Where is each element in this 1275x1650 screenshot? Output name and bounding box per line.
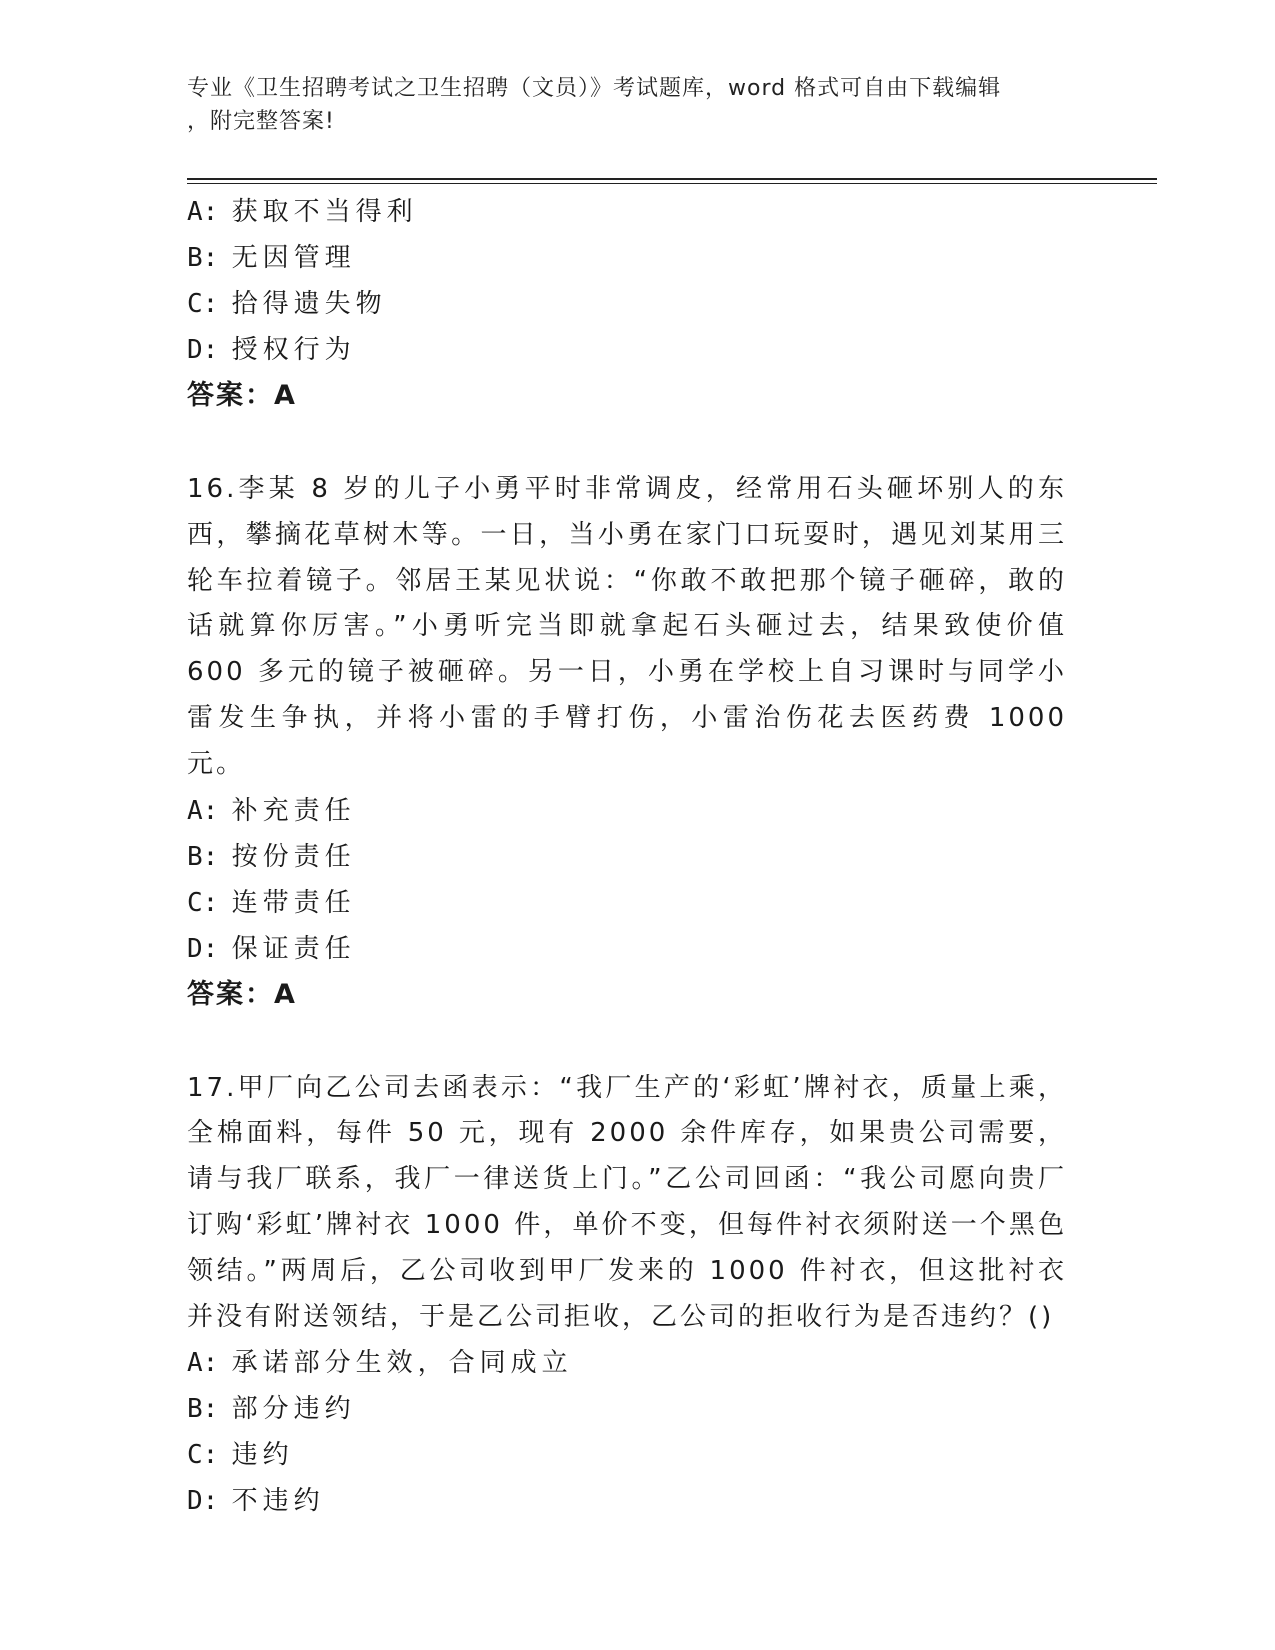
option-text: 获取不当得利 bbox=[231, 197, 418, 227]
header-divider-thick bbox=[187, 178, 1157, 180]
option-text: 拾得遗失物 bbox=[231, 289, 387, 319]
option-c bbox=[187, 1432, 1067, 1478]
option-b bbox=[187, 235, 1067, 281]
option-text: 无因管理 bbox=[231, 243, 356, 273]
question-15-options bbox=[187, 189, 1067, 419]
option-b bbox=[187, 1386, 1067, 1432]
question-17 bbox=[187, 1066, 1067, 1525]
option-text: 保证责任 bbox=[231, 933, 356, 964]
option-letter: B: bbox=[187, 841, 219, 872]
option-letter: D: bbox=[187, 335, 219, 365]
answer-line: 答案：A bbox=[187, 978, 297, 1010]
option-a bbox=[187, 788, 1067, 834]
option-c bbox=[187, 880, 1067, 926]
answer-line: 答案：A bbox=[187, 380, 297, 411]
header-title-line2: ，附完整答案! bbox=[187, 109, 335, 134]
option-text: 授权行为 bbox=[231, 335, 356, 365]
option-letter: A: bbox=[187, 1348, 219, 1379]
header-title-line1: 专业《卫生招聘考试之卫生招聘（文员）》考试题库，word 格式可自由下载编辑 bbox=[187, 76, 1002, 101]
option-letter: C: bbox=[187, 887, 219, 918]
option-text: 按份责任 bbox=[231, 841, 356, 872]
option-text: 违约 bbox=[231, 1440, 294, 1471]
option-d bbox=[187, 926, 1067, 972]
option-letter: C: bbox=[187, 289, 219, 319]
question-text: 17.甲厂向乙公司去函表示：“我厂生产的‘彩虹’牌衬衣，质量上乘，全棉面料，每件 50 元，现有 2000 余件库存，如果贵公司需要，请与我厂联系，我厂一律送货上门。”乙公司回函：“我公司愿向贵厂订购‘彩虹’牌衬衣 1000 件，单价不变，但每件衬衣须附送一个黑色领结。”两周后，乙公司收到甲厂发来的 1000 件衬衣，但这批衬衣并没有附送领结，于是乙公司拒收，乙公司的拒收行为是否违约？() bbox=[187, 1072, 1067, 1332]
option-a bbox=[187, 189, 1067, 235]
option-b bbox=[187, 834, 1067, 880]
option-a bbox=[187, 1340, 1067, 1386]
document-header bbox=[187, 72, 1067, 138]
option-letter: D: bbox=[187, 933, 219, 964]
option-d bbox=[187, 327, 1067, 373]
option-text: 补充责任 bbox=[231, 795, 356, 826]
question-16 bbox=[187, 467, 1067, 1018]
option-text: 部分违约 bbox=[231, 1394, 356, 1425]
question-content bbox=[187, 189, 1067, 1524]
option-text: 不违约 bbox=[231, 1486, 325, 1517]
header-divider-thin bbox=[187, 183, 1157, 184]
option-letter: B: bbox=[187, 1394, 219, 1425]
option-d bbox=[187, 1478, 1067, 1524]
option-letter: A: bbox=[187, 197, 219, 227]
option-text: 承诺部分生效，合同成立 bbox=[231, 1348, 573, 1379]
option-letter: C: bbox=[187, 1440, 219, 1471]
option-c bbox=[187, 281, 1067, 327]
option-text: 连带责任 bbox=[231, 887, 356, 918]
option-letter: D: bbox=[187, 1486, 219, 1517]
option-letter: A: bbox=[187, 795, 219, 826]
question-text: 16.李某 8 岁的儿子小勇平时非常调皮，经常用石头砸坏别人的东西，攀摘花草树木等。一日，当小勇在家门口玩耍时，遇见刘某用三轮车拉着镜子。邻居王某见状说：“你敢不敢把那个镜子砸碎，敢的话就算你厉害。”小勇听完当即就拿起石头砸过去，结果致使价值 600 多元的镜子被砸碎。另一日，小勇在学校上自习课时与同学小雷发生争执，并将小雷的手臂打伤，小雷治伤花去医药费 1000 元。 bbox=[187, 474, 1067, 779]
option-letter: B: bbox=[187, 243, 219, 273]
